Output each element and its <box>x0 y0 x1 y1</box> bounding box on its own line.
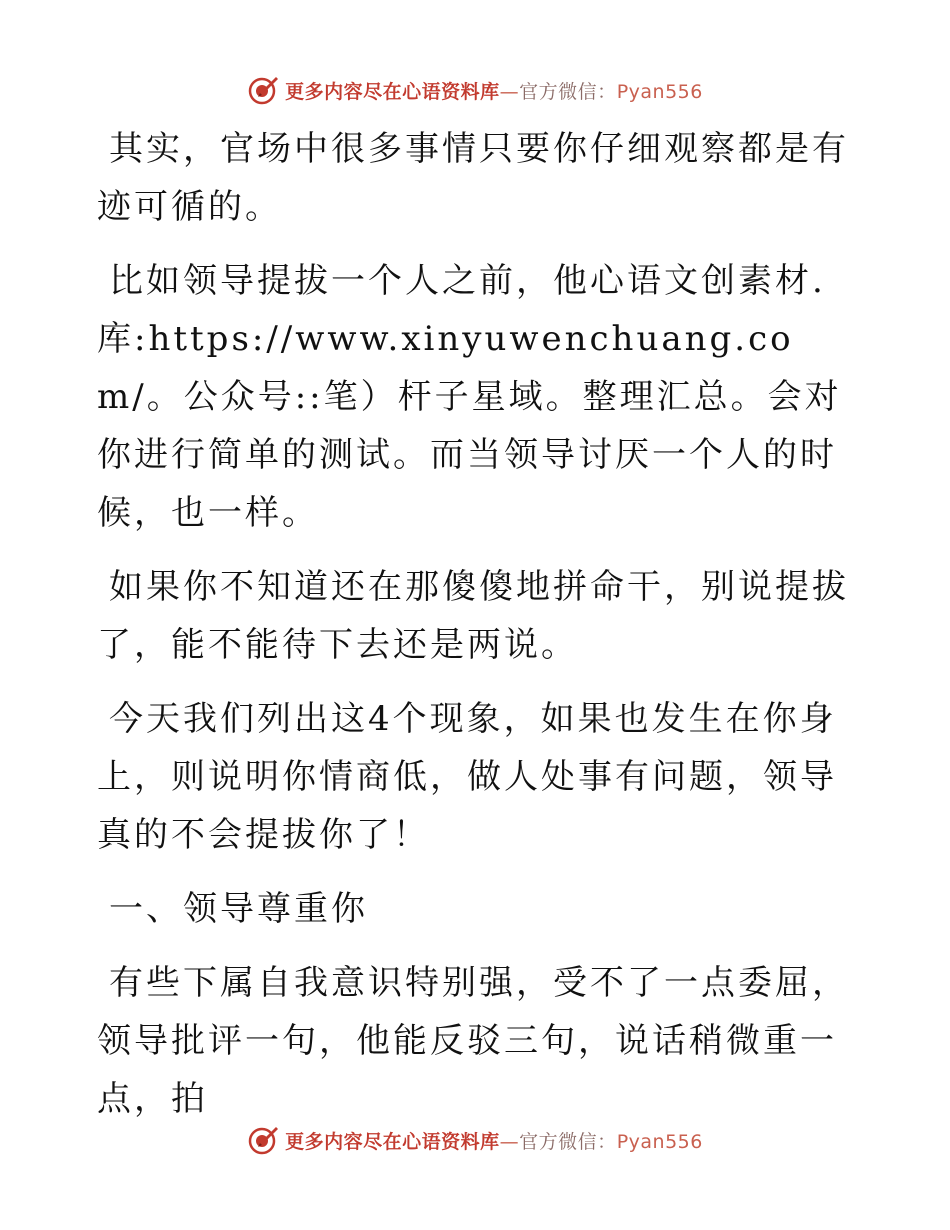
header-site-name: 更多内容尽在心语资料库 <box>285 80 500 103</box>
header-watermark-banner <box>0 70 950 110</box>
header-wechat-label: 官方微信： <box>519 80 617 103</box>
header-dash: — <box>499 80 520 103</box>
footer-dash: — <box>499 1130 520 1153</box>
section-heading-1: 一、领导尊重你 <box>109 889 368 929</box>
footer-wechat-label: 官方微信： <box>519 1130 617 1153</box>
paragraph-5: 有些下属自我意识特别强，受不了一点委屈，领导批评一句，他能反驳三句，说话稍微重一点，拍 <box>97 963 849 1119</box>
footer-site-name: 更多内容尽在心语资料库 <box>285 1130 500 1153</box>
document-body <box>97 120 857 1144</box>
pen-logo-icon <box>247 1124 279 1156</box>
paragraph-1: 其实，官场中很多事情只要你仔细观察都是有迹可循的。 <box>97 129 849 227</box>
pen-logo-icon <box>247 74 279 106</box>
paragraph-3: 如果你不知道还在那傻傻地拼命干，别说提拔了，能不能待下去还是两说。 <box>97 567 849 665</box>
header-watermark-text <box>285 77 703 104</box>
header-wechat-id: Pyan556 <box>616 80 703 103</box>
paragraph-4: 今天我们列出这4个现象，如果也发生在你身上，则说明你情商低，做人处事有问题，领导真的不会提拔你了！ <box>97 699 837 855</box>
footer-wechat-id: Pyan556 <box>616 1130 703 1153</box>
footer-watermark-banner <box>0 1120 950 1160</box>
paragraph-2: 比如领导提拔一个人之前，他心语文创素材.库:https://www.xinyuwenchuang.com/。公众号::笔）杆子星域。整理汇总。会对你进行简单的测试。而当领导讨厌一个人的时候，也一样。 <box>97 261 842 533</box>
footer-watermark-text <box>285 1127 703 1154</box>
